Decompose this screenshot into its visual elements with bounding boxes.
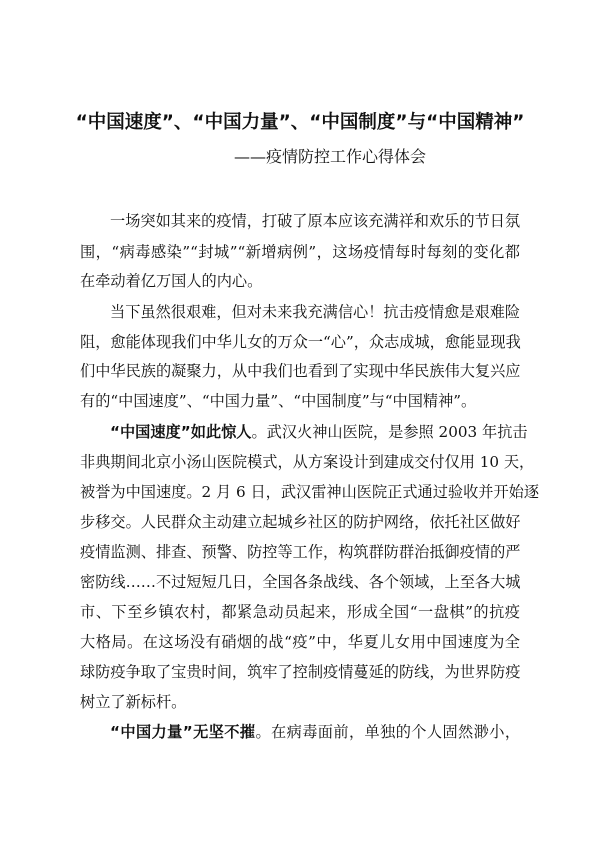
paragraph-lead: “中国速度”如此惊人 [110,423,252,441]
paragraph-line: 疫情监测、排查、预警、防控等工作，构筑群防群治抵御疫情的严 [80,543,521,561]
paragraph-line: 树立了新标杆。 [80,693,187,711]
paragraph-line: 非典期间北京小汤山医院模式，从方案设计到建成交付仅用 10 天， [80,453,535,471]
paragraph-line: 市、下至乡镇农村，都紧急动员起来，形成全国“一盘棋”的抗疫 [80,603,520,621]
document-title: “中国速度”、“中国力量”、“中国制度”与“中国精神” [75,112,525,133]
paragraph-line: 密防线……不过短短几日，全国各条战线、各个领域，上至各大城 [80,573,521,591]
paragraph-text: 。在病毒面前，单独的个人固然渺小， [255,723,521,741]
paragraph-line: 在牵动着亿万国人的内心。 [80,272,263,290]
document-subtitle: ——疫情防控工作心得体会 [233,147,426,166]
paragraph-line: 当下虽然很艰难，但对未来我充满信心！抗击疫情愈是艰难险 [110,303,521,321]
paragraph-line: 们中华民族的凝聚力，从中我们也看到了实现中华民族伟大复兴应 [80,362,521,380]
paragraph-line: 一场突如其来的疫情，打破了原本应该充满祥和欢乐的节日氛 [110,212,521,230]
paragraph-line: 步移交。人民群众主动建立起城乡社区的防护网络，依托社区做好 [80,513,521,531]
paragraph-lead: “中国力量”无坚不摧 [110,723,256,741]
paragraph-text: 。武汉火神山医院，是参照 2003 年抗击 [251,423,528,441]
paragraph-line: 围，“病毒感染”“封城”“新增病例”，这场疫情每时每刻的变化都 [80,243,520,261]
paragraph-line: 有的“中国速度”、“中国力量”、“中国制度”与“中国精神”。 [80,392,477,410]
paragraph-line: 球防疫争取了宝贵时间，筑牢了控制疫情蔓延的防线，为世界防疫 [80,663,521,681]
paragraph-line [110,421,528,443]
paragraph-line: 被誉为中国速度。2 月 6 日，武汉雷神山医院正式通过验收并开始逐 [80,483,540,501]
paragraph-line: 大格局。在这场没有硝烟的战“疫”中，华夏儿女用中国速度为全 [80,633,520,651]
paragraph-line [110,721,520,743]
paragraph-line: 阻，愈能体现我们中华儿女的万众一“心”，众志成城，愈能显现我 [80,333,521,351]
